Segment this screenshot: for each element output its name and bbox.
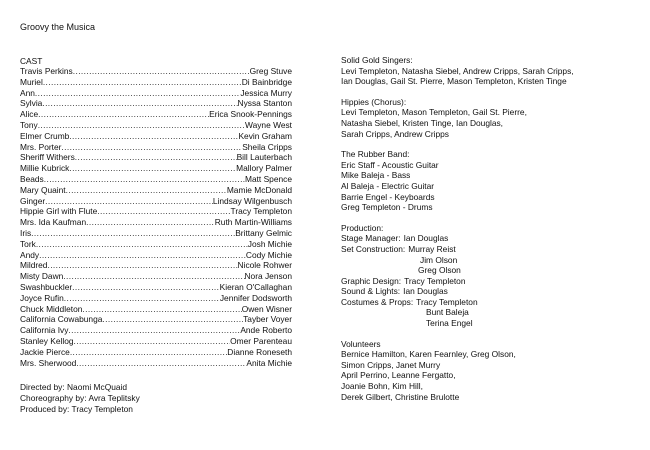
cast-role: Swashbuckler — [20, 281, 73, 292]
cast-column — [20, 56, 292, 415]
cast-row — [20, 228, 292, 239]
cast-heading: CAST — [20, 56, 43, 66]
cast-row — [20, 347, 292, 358]
dot-leader — [42, 98, 237, 109]
dot-leader — [68, 325, 240, 336]
cast-role: Hippie Girl with Flute — [20, 206, 98, 217]
cast-actor: Owen Wisner — [241, 303, 292, 314]
credit-director: Directed by: Naomi McQuaid — [20, 382, 128, 393]
sound-lights-name: Ian Douglas — [403, 286, 448, 297]
cast-actor: Cody Michie — [245, 249, 292, 260]
costumes-props-row — [341, 307, 641, 318]
cast-actor: Wayne West — [244, 119, 292, 130]
costumes-props-row — [341, 297, 641, 308]
cast-actor: Sheila Cripps — [242, 141, 292, 152]
dot-leader — [74, 336, 231, 347]
cast-role: Mary Quaint — [20, 184, 66, 195]
cast-role: Mrs. Porter — [20, 141, 62, 152]
graphic-design-label: Graphic Design: — [341, 275, 402, 286]
dot-leader — [45, 196, 213, 207]
cast-row — [20, 314, 292, 325]
cast-row — [20, 66, 292, 77]
cast-role: Tork — [20, 238, 36, 249]
cast-role: Joyce Rufin — [20, 292, 64, 303]
cast-row — [20, 185, 292, 196]
cast-role: Ginger — [20, 195, 46, 206]
volunteers-line: April Perrino, Leanne Fergatto, — [341, 370, 456, 381]
cast-actor: Jennifer Dodsworth — [219, 292, 292, 303]
stage-manager-label: Stage Manager: — [341, 233, 401, 244]
dot-leader — [64, 293, 220, 304]
set-construction-row — [341, 244, 641, 255]
cast-row — [20, 304, 292, 315]
cast-actor: Josh Michie — [247, 238, 292, 249]
cast-actor: Bill Lauterbach — [236, 152, 292, 163]
cast-role: Misty Dawn — [20, 271, 64, 282]
cast-actor: Nyssa Stanton — [237, 98, 292, 109]
solid-gold-heading: Solid Gold Singers: — [341, 55, 413, 65]
cast-actor: Mallory Palmer — [236, 163, 292, 174]
cast-role: Jackie Pierce — [20, 346, 70, 357]
dot-leader — [97, 206, 230, 217]
cast-actor: Ande Roberto — [240, 325, 292, 336]
cast-row — [20, 196, 292, 207]
cast-actor: Matt Spence — [244, 173, 292, 184]
cast-row — [20, 163, 292, 174]
cast-role: Mrs. Sherwood — [20, 357, 77, 368]
cast-row — [20, 131, 292, 142]
dot-leader — [72, 282, 219, 293]
cast-actor: Greg Stuve — [249, 66, 292, 76]
dot-leader — [102, 314, 243, 325]
page-title: Groovy the Musica — [20, 22, 96, 32]
graphic-design-name: Tracy Templeton — [404, 275, 466, 286]
band-section — [341, 149, 641, 213]
set-construction-label: Set Construction: — [341, 243, 406, 254]
dot-leader — [69, 131, 238, 142]
set-construction-name: Jim Olson — [420, 254, 458, 265]
cast-row — [20, 206, 292, 217]
dot-leader — [69, 163, 236, 174]
band-line: Mike Baleja - Bass — [341, 170, 411, 181]
dot-leader — [75, 152, 237, 163]
set-construction-row — [341, 265, 641, 276]
cast-row — [20, 88, 292, 99]
cast-row — [20, 217, 292, 228]
cast-row — [20, 336, 292, 347]
cast-role: Sheriff Withers — [20, 152, 75, 163]
cast-row — [20, 250, 292, 261]
volunteers-section — [341, 339, 641, 403]
set-construction-name: Greg Olson — [418, 265, 461, 276]
dot-leader — [38, 120, 245, 131]
sound-lights-row — [341, 286, 641, 297]
hippies-heading: Hippies (Chorus): — [341, 96, 407, 107]
crew-column — [341, 55, 641, 412]
costumes-props-label: Costumes & Props: — [341, 296, 414, 307]
cast-role: Andy — [20, 249, 40, 260]
graphic-design-row — [341, 276, 641, 287]
cast-actor: Kieran O'Callaghan — [219, 281, 292, 292]
solid-gold-line: Levi Templeton, Natasha Siebel, Andrew Cripps, Sarah Cripps, — [341, 65, 574, 76]
cast-role: Muriel — [20, 76, 43, 87]
cast-row — [20, 109, 292, 120]
credits — [20, 382, 292, 414]
dot-leader — [66, 185, 227, 196]
volunteers-line: Joanie Bohn, Kim Hill, — [341, 381, 423, 392]
volunteers-heading: Volunteers — [341, 338, 381, 349]
cast-actor: Tracy Templeton — [230, 206, 292, 217]
cast-row — [20, 142, 292, 153]
band-line: Eric Staff - Acoustic Guitar — [341, 159, 439, 170]
hippies-line: Sarah Cripps, Andrew Cripps — [341, 128, 449, 139]
cast-role: Sylvia — [20, 98, 43, 109]
sound-lights-label: Sound & Lights: — [341, 286, 401, 297]
band-line: Greg Templeton - Drums — [341, 202, 433, 213]
stage-manager-row — [341, 233, 641, 244]
cast-row — [20, 271, 292, 282]
cast-actor: Anita Michie — [246, 357, 292, 368]
stage-manager-name: Ian Douglas — [403, 233, 449, 244]
cast-row — [20, 77, 292, 88]
cast-row — [20, 260, 292, 271]
dot-leader — [86, 217, 215, 228]
cast-actor: Dianne Roneseth — [227, 346, 292, 357]
dot-leader — [44, 174, 245, 185]
cast-actor: Ruth Martin-Williams — [214, 217, 292, 228]
cast-role: Travis Perkins — [20, 66, 73, 76]
cast-row — [20, 325, 292, 336]
cast-role: Millie Kubrick — [20, 163, 70, 174]
cast-row — [20, 98, 292, 109]
cast-row — [20, 152, 292, 163]
band-heading: The Rubber Band: — [341, 149, 410, 160]
cast-row — [20, 282, 292, 293]
dot-leader — [39, 250, 246, 261]
cast-actor: Brittany Gelmic — [235, 227, 292, 238]
costumes-props-row — [341, 318, 641, 329]
cast-role: California Ivy — [20, 325, 69, 336]
production-section — [341, 223, 641, 329]
dot-leader — [35, 88, 240, 99]
production-heading: Production: — [341, 222, 384, 233]
cast-actor: Kevin Graham — [238, 130, 292, 141]
cast-actor: Di Bainbridge — [241, 76, 292, 87]
dot-leader — [38, 109, 209, 120]
set-construction-row — [341, 255, 641, 266]
solid-gold-line: Ian Douglas, Gail St. Pierre, Mason Templeton, Kristen Tinge — [341, 76, 567, 87]
cast-role: Stanley Kellog — [20, 335, 74, 346]
dot-leader — [61, 142, 242, 153]
cast-role: Mildred — [20, 260, 48, 271]
dot-leader — [82, 304, 241, 315]
cast-row — [20, 239, 292, 250]
cast-actor: Tayber Voyer — [243, 314, 292, 325]
cast-actor: Jessica Murry — [240, 87, 292, 98]
cast-role: Alice — [20, 109, 39, 120]
cast-row — [20, 358, 292, 369]
costumes-props-name: Bunt Baleja — [426, 307, 469, 318]
credit-choreography: Choreography by: Avra Teplitsky — [20, 393, 140, 404]
solid-gold-section — [341, 55, 641, 87]
dot-leader — [31, 228, 235, 239]
dot-leader — [47, 260, 237, 271]
hippies-line: Levi Templeton, Mason Templeton, Gail St. Pierre, — [341, 107, 527, 118]
cast-role: California Cowabunga — [20, 314, 103, 325]
cast-role: Ann — [20, 87, 35, 98]
cast-role: Beads — [20, 173, 44, 184]
dot-leader — [70, 347, 227, 358]
cast-role: Elmer Crumb — [20, 130, 70, 141]
cast-role: Iris — [20, 227, 32, 238]
cast-role: Tony — [20, 119, 38, 130]
dot-leader — [43, 77, 242, 88]
dot-leader — [76, 358, 246, 369]
volunteers-line: Derek Gilbert, Christine Brulotte — [341, 391, 460, 402]
cast-list — [20, 66, 292, 368]
cast-actor: Erica Snook-Pennings — [209, 109, 292, 120]
cast-actor: Omer Parenteau — [230, 335, 292, 346]
band-line: Al Baleja - Electric Guitar — [341, 180, 435, 191]
costumes-props-name: Terina Engel — [426, 318, 473, 329]
cast-row — [20, 293, 292, 304]
cast-row — [20, 120, 292, 131]
volunteers-line: Simon Cripps, Janet Murry — [341, 359, 441, 370]
cast-row — [20, 174, 292, 185]
hippies-section — [341, 97, 641, 139]
cast-actor: Mamie McDonald — [226, 184, 292, 195]
cast-actor: Nicole Rohwer — [237, 260, 292, 271]
dot-leader — [63, 271, 244, 282]
costumes-props-name: Tracy Templeton — [416, 296, 478, 307]
volunteers-line: Bernice Hamilton, Karen Fearnley, Greg Olson, — [341, 349, 516, 360]
band-line: Barrie Engel - Keyboards — [341, 191, 435, 202]
cast-role: Chuck Middleton — [20, 303, 83, 314]
cast-role: Mrs. Ida Kaufman — [20, 217, 87, 228]
credit-producer: Produced by: Tracy Templeton — [20, 403, 133, 414]
cast-actor: Nora Jenson — [244, 271, 292, 282]
dot-leader — [73, 66, 250, 77]
hippies-line: Natasha Siebel, Kristen Tinge, Ian Douglas, — [341, 117, 504, 128]
cast-actor: Lindsay Wilgenbusch — [212, 195, 292, 206]
set-construction-name: Murray Reist — [408, 243, 456, 254]
dot-leader — [36, 239, 248, 250]
